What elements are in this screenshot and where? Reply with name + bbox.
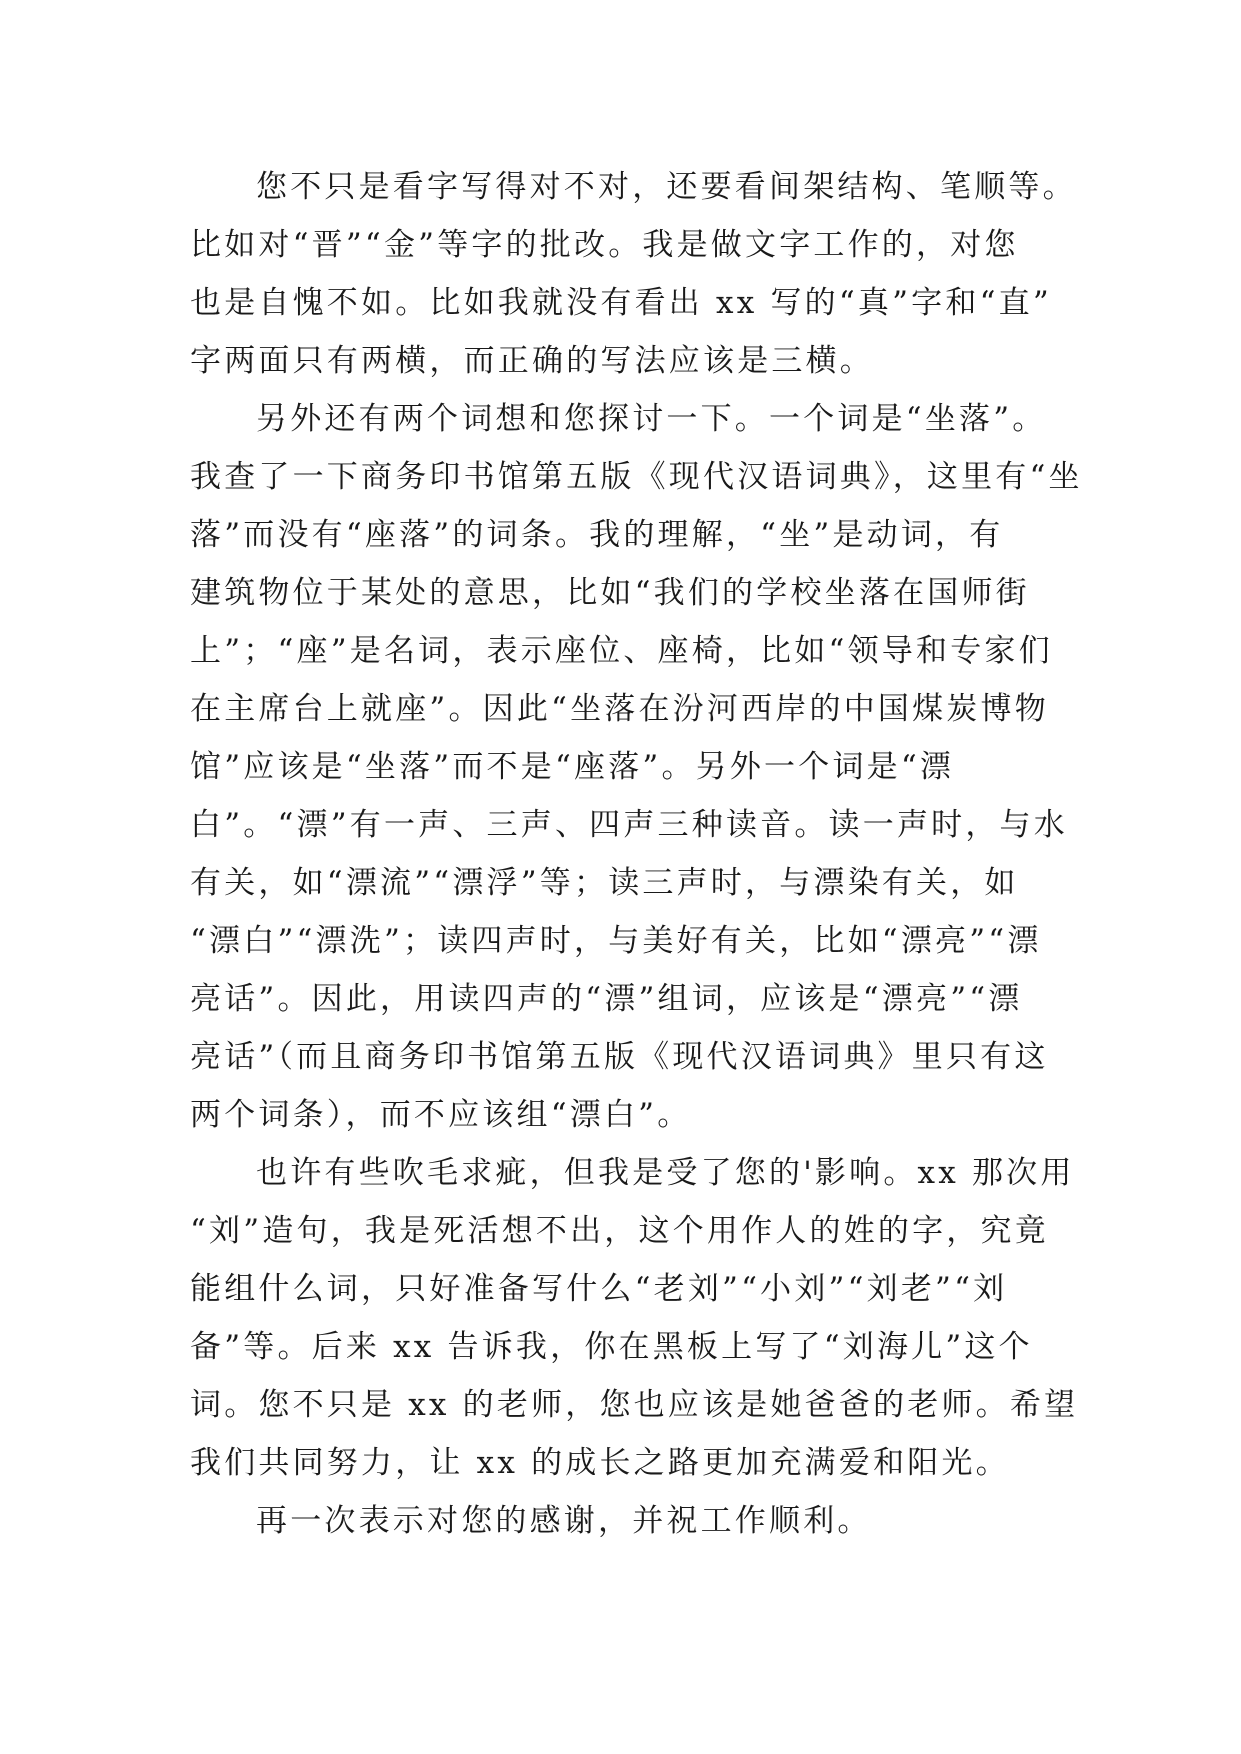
paragraph-1 bbox=[190, 158, 1077, 390]
text-line: 亮话”（而且商务印书馆第五版《现代汉语词典》里只有这 bbox=[190, 1039, 1049, 1075]
text-line: 在主席台上就座”。因此“坐落在汾河西岸的中国煤炭博物 bbox=[190, 691, 1049, 727]
paragraph-4 bbox=[190, 1492, 1050, 1550]
text-line: 亮话”。因此，用读四声的“漂”组词，应该是“漂亮”“漂 bbox=[190, 981, 1023, 1017]
text-line: 也是自愧不如。比如我就没有看出 xx 写的“真”字和“直” bbox=[190, 285, 1052, 321]
text-line: 两个词条），而不应该组“漂白”。 bbox=[190, 1097, 692, 1133]
text-line: “漂白”“漂洗”；读四声时，与美好有关，比如“漂亮”“漂 bbox=[190, 923, 1042, 959]
text-line: 我查了一下商务印书馆第五版《现代汉语词典》，这里有“坐 bbox=[190, 459, 1083, 495]
text-line: 白”。“漂”有一声、三声、四声三种读音。读一声时，与水 bbox=[190, 807, 1068, 843]
text-line: 上”；“座”是名词，表示座位、座椅，比如“领导和专家们 bbox=[190, 633, 1053, 669]
paragraph-3 bbox=[190, 1144, 1079, 1492]
text-line: 我们共同努力，让 xx 的成长之路更加充满爱和阳光。 bbox=[190, 1445, 1010, 1481]
letter-body bbox=[190, 158, 1083, 1550]
text-line: 词。您不只是 xx 的老师，您也应该是她爸爸的老师。希望 bbox=[190, 1387, 1079, 1423]
text-line: 落”而没有“座落”的词条。我的理解，“坐”是动词，有 bbox=[190, 517, 1004, 553]
paragraph-2 bbox=[190, 390, 1083, 1144]
text-line: 能组什么词，只好准备写什么“老刘”“小刘”“刘老”“刘 bbox=[190, 1271, 1008, 1307]
text-line: 也许有些吹毛求疵，但我是受了您的'影响。xx 那次用 bbox=[256, 1155, 1075, 1191]
text-line: 建筑物位于某处的意思，比如“我们的学校坐落在国师街 bbox=[190, 575, 1030, 611]
text-line: “刘”造句，我是死活想不出，这个用作人的姓的字，究竟 bbox=[190, 1213, 1049, 1249]
text-line: 您不只是看字写得对不对，还要看间架结构、笔顺等。 bbox=[256, 169, 1077, 205]
text-line: 比如对“晋”“金”等字的批改。我是做文字工作的，对您 bbox=[190, 227, 1019, 263]
text-line: 馆”应该是“坐落”而不是“座落”。另外一个词是“漂 bbox=[190, 749, 955, 785]
text-line: 有关，如“漂流”“漂浮”等；读三声时，与漂染有关，如 bbox=[190, 865, 1019, 901]
text-line: 备”等。后来 xx 告诉我，你在黑板上写了“刘海儿”这个 bbox=[190, 1329, 1033, 1365]
text-line: 再一次表示对您的感谢，并祝工作顺利。 bbox=[256, 1503, 872, 1539]
text-line: 另外还有两个词想和您探讨一下。一个词是“坐落”。 bbox=[256, 401, 1047, 437]
text-line: 字两面只有两横，而正确的写法应该是三横。 bbox=[190, 343, 874, 379]
